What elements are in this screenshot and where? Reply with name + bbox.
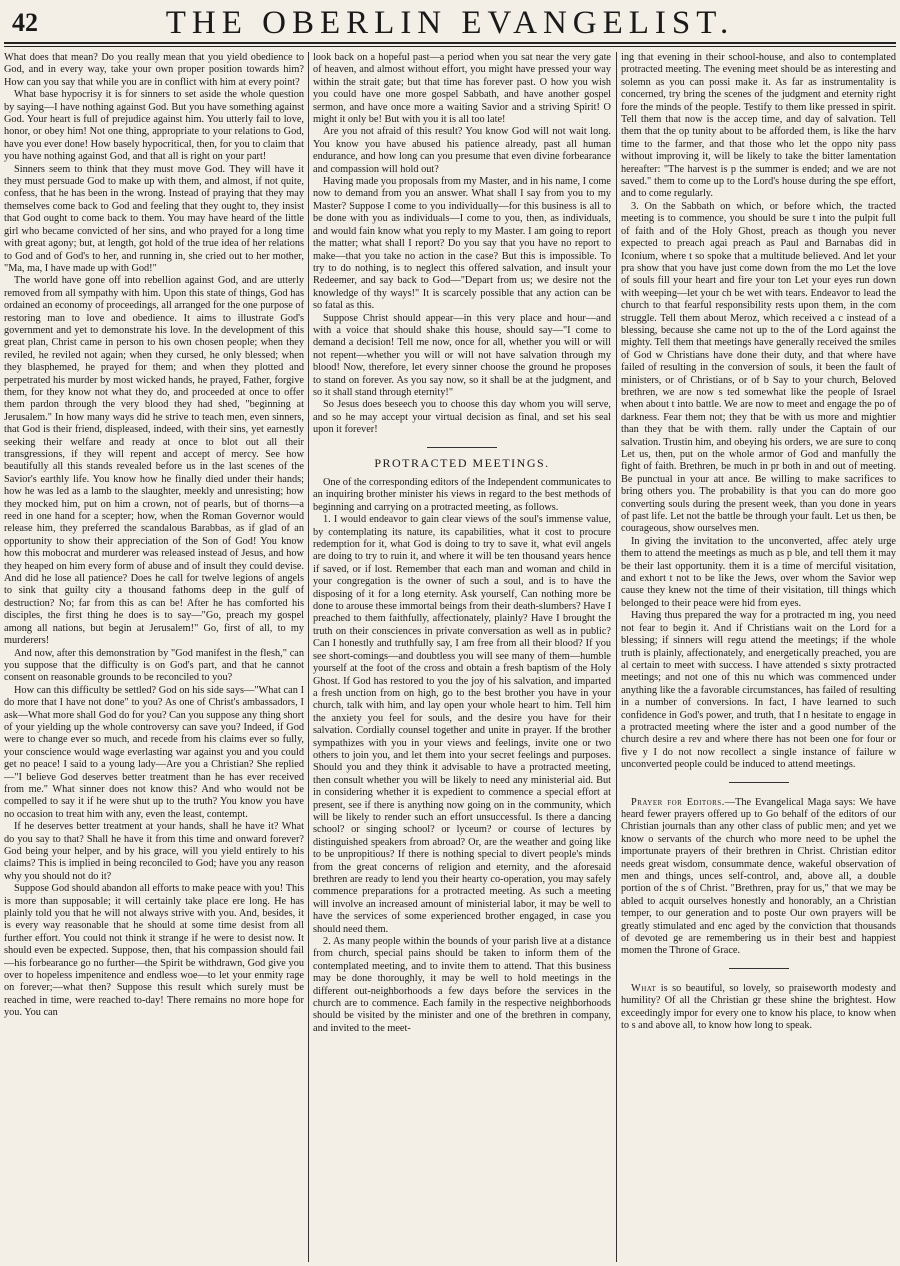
paragraph: Suppose Christ should appear—in this very place and hour—and with a voice that should shake this house, should say—"I come to demand a decision! Tell me now, once for all, whether you will or will not repent—whether you will or will not have salvation through my blood! Now, therefore, let every sinner choose the ground he proposes to stand on forever. As you say now, so it shall be at the judgment, and so it shall stand through eternity!" xyxy=(313,312,611,398)
paragraph: 2. As many people within the bounds of your parish live at a distance from church, special pains should be taken to inform them of the contemplated meeting, and to invite them to attend. That this business may be done thoroughly, it may be well to hold meetings in the different out-neighborhoods a few days before the services in the church are to commence. Each family in the respective neighborhoods should be visited by the minister and one of the brethren in company, and invited to the meet- xyxy=(313,936,611,1034)
item-lead: Prayer for Editors. xyxy=(631,796,725,808)
item-text: is so beautiful, so lovely, so praiseworth modesty and humility? Of all the Christian gr these shine the brightest. How exceedingly impor for every one to know his place, to know when to s and above all, to know how long to speak. xyxy=(621,982,896,1032)
section-divider xyxy=(729,782,789,783)
paragraph: What does that mean? Do you really mean that you yield obedience to God, and in every way, take your own proper position towards him? How can you say that while you are in conflict with him at every point? xyxy=(4,52,304,88)
paragraph: Having thus prepared the way for a protracted m ing, you need not fear to begin it. And if Christians wait on the Lord for a blessing; if sinners will regu attend the meetings; if the whole truth is plainly, affectionately, and energetically preached, you are al certain to meet with success. I have attended s sixty protracted meetings; and not one of this nu which was commenced under anything like the a favorable circumstances, has failed of resulting in a number of conversions. In fact, I have learned to such confidence in God's power, and truth, that I n hesitate to engage in a protracted meeting where the ister and a good number of the church desire a rev and where there has not been one for four or five y I do not now recollect a single instance of failure w unconverted people could be induced to attend meetings. xyxy=(621,610,896,771)
paragraph: Having made you proposals from my Master, and in his name, I come now to demand from you an answer. What shall I say from you to my Master? Suppose I come to you individually—for this business is all to be done with you as individuals—I come to you, then, as individuals, and would fain know what you reply to my Master. I am going to report the matter; what shall I report? Do you say that you have no report to make—that you take no action in the case? But this is impossible. To try to do nothing, is to neglect this offered salvation, and insult your Redeemer, and say back to God—"Depart from us; we desire not the knowledge of thy ways!" It is scarcely possible that any action can be so fatal as this. xyxy=(313,176,611,312)
paragraph: If he deserves better treatment at your hands, shall he have it? What do you say to that? Shall he have it from this time and onward forever? God being your helper, and by his grace, will you yield entirely to his claims? This is implied in being reconciled to God; have you any reason why you should not do it? xyxy=(4,821,304,882)
header-rule xyxy=(4,46,896,47)
paragraph: look back on a hopeful past—a period when you sat near the very gate of heaven, and almost without effort, you might have pressed your way within the strait gate; but that time has forever past. O how you wish you could have one more gospel Sabbath, and have another gospel sermon, and have once more a waiting Savior and a striving Spirit! O might it only be! But with you it is all too late! xyxy=(313,52,611,126)
paragraph: What base hypocrisy it is for sinners to set aside the whole question by saying—I have nothing against God. But you have something against God. Your heart is full of prejudice against him. You utterly fail to love, honor, or obey him! Not one thing, appropriate to your relations to God, have you ever done! How basely hypocritical, then, for you to claim that you have nothing against God, and that all is right on your part! xyxy=(4,89,304,163)
section-divider xyxy=(427,447,497,448)
paragraph: One of the corresponding editors of the Independent communicates to an inquiring brother minister his views in regard to the best methods of beginning and carrying on a protracted meeting, as follows. xyxy=(313,477,611,513)
article-columns xyxy=(4,52,896,1266)
paragraph xyxy=(621,983,896,1033)
paragraph: Suppose God should abandon all efforts to make peace with you! This is more than supposable; it will certainly take place ere long. He has plainly told you that he will not always strive with you. And, besides, it is every way reasonable that he should at some time desist from all further effort. You could not think it strange if he were to desist now. It should even be expected. Suppose, then, that his compassion should fail—his forbearance go no further—the Spirit be withdrawn, God give you over to hopeless impenitence and endless woe—to let your enmity rage on forever;—what then? Suppose this result which surely must be reached in time, were reached to-day! There remains no more hope for you. You can xyxy=(4,883,304,1019)
paragraph: Sinners seem to think that they must move God. They will have it they must persuade God to make up with them, and almost, if not quite, confess, that he has been in the wrong. Instead of praying that they may themselves come back to God and feeling that they ought to, they insist that God ought to come back to them. You may have heard of the little girl who became convicted of her sins, and who prayed for a long time with great agony; but, at length, got hold of the true idea of her relations to God and of God's to her, and running in, she cried out to her mother, "Ma, ma, I have made up with God!" xyxy=(4,163,304,274)
item-lead: What xyxy=(631,982,657,994)
paragraph: 1. I would endeavor to gain clear views of the soul's immense value, by contemplating its nature, its capabilities, what it cost to procure redemption for it, what God is doing to try to save it, what evil angels are doing to try to ruin it, and where it will be ten thousand years hence if saved, or if lost. Remember that each man and woman and child in your congregation is the owner of such a soul, and is to have the disposing of it for a long eternity. Ask yourself, Can nothing more be done to arouse these immortal beings from their death-slumbers? Have I preached to them faithfully, affectionately, plainly? Have I brought the truth on their consciences in private conversation as well as in public? Can I honestly and truthfully say, I am free from all their blood? If you see short-comings—and doubtless you will see many of them—humble yourself at the foot of the cross and obtain a fresh baptism of the Holy Ghost. If God has restored to you the joy of his salvation, and imparted a fresh unction from on high, go to the best brother you have in your church, talk with him, and lay open your whole heart to him. Tell him the anxiety you feel for souls, and the desire you have for their salvation. Cordially counsel together and unite in prayer. If the brother sympathizes with you in your views and feelings, invite one or two others to join you, and let them into your secret feelings and purposes. Should you and they think it advisable to have a protracted meeting, then consult whether you will be likely to need any ministerial aid. But in considering whether it is expedient to commence a special effort at present, see if there is anything now going on in the community, which will be likely to render such an effort unsuccessful. Is there a dancing school? or singing school? or lyceum? or course of lectures by distinguished speakers from abroad? Or, are the weather and going like to be unpropitious? If there is nothing special to divert people's minds from the great concerns of religion and eternity, and the aforesaid brethren are ready to lend you their hearty co-operation, you may safely commence preparations for a protracted meeting. As such a meeting will involve an increased amount of ministerial labor, it may be well to have the services of some experienced brother engaged, in case you should need them. xyxy=(313,514,611,935)
masthead xyxy=(4,0,896,44)
paragraph: And now, after this demonstration by "God manifest in the flesh," can you suppose that the difficulty is on God's part, and that he cannot consent on reasonable grounds to be reconciled to you? xyxy=(4,647,304,684)
paragraph: How can this difficulty be settled? God on his side says—"What can I do more that I have not done" to you? As one of Christ's ambassadors, I ask—What more shall God do for you? Can you suppose any thing short of your yielding up the whole controversy can save you? Indeed, if God were to change ever so much, and recede from his claims ever so fully, your conscience would wage everlasting war against you and you could get no peace! I said to a young lady—Are you a Christian? She replied—"I believe God deserves better treatment than he has ever received from me." What sinner does not know this? And who would not be compelled to say it if he were shut up to the truth? You know you have no occasion to treat him with any, even the least, contempt. xyxy=(4,684,304,820)
column-rule xyxy=(616,52,617,1262)
section-divider xyxy=(729,968,789,969)
item-text: —The Evangelical Maga says: We have heard fewer prayers offered up to Go behalf of the editors of our Christian journals than any other class of public men; and yet we know o servants of the church who more need to be uphel the importunate prayers of their brethren in Christ. Christian editor needs great wisdom, consummate dence, wakeful observation of men and things, unces self-control, and, above all, a double portion of the s of Christ. "Brethren, pray for us," that we may be abled to acquit ourselves honestly and honorably, an a Christian temper, to our generation and to poste Our own prayers will be greatly stimulated and enc aged by the conviction that thousands of devoted ge are remembering us in their best and happiest momen the Throne of Grace. xyxy=(621,796,896,957)
column-1 xyxy=(4,52,304,1266)
column-rule xyxy=(308,52,309,1262)
column-2 xyxy=(313,52,611,1266)
section-heading: PROTRACTED MEETINGS. xyxy=(374,455,550,470)
paragraph xyxy=(621,797,896,958)
paragraph: In giving the invitation to the unconverted, affec ately urge them to attend the meetings as much as p ble, and tell them it may be their last opportunity. them it is a time of merciful visitation, and exhort t not to be like the Jews, over whom the Savior wep cause they knew not the time of their visitation, till things which belonged to their peace were hid from eyes. xyxy=(621,535,896,609)
column-3 xyxy=(621,52,896,1266)
paragraph: The world have gone off into rebellion against God, and are utterly removed from all sympathy with him. Upon this state of things, God has ordained an economy of proceedings, all arranged for the one purpose of restoring man to love and obedience. It aims to illustrate God's government and yet to demonstrate his love. In the development of this great plan, Christ came in person to his own chosen people; when they reviled, he reviled not again; when they cursed, he only blessed; when they blasphemed, he prayed for them; and when they plotted and perpetrated his murder by most wicked hands, he prayed, Father, forgive them, for they know not what they do, and proceeded at once to offer them pardon through the very blood they had shed, "beginning at Jerusalem." In how many ways did he strive to teach men, even sinners, that God is their friend, displeased, indeed, with their sins, yet earnestly seeking their welfare and ready at once to blot out all their transgressions, if they will repent and accept of mercy. See how beautifully all this stands revealed before us in the last scenes of the Savior's earthly life. You know how he finally died under their hands; how he was led as a lamb to the slaughter, meekly and unresisting; how they mocked him, put on him a crown, not of pearls, but of thorns—a reed in one hand for a scepter; how, when the Roman Governor would release him, they preferred the scandalous Barabbas, as if glad of an opportunity to show their appreciation of the Son of God! You know how this mobocrat and murderer was released instead of Jesus, and how they heaped on him every form of abuse and of insult they could devise. And did he lose all patience? Does he call for twelve legions of angels to sink that guilty city a thousand fathoms deep in the gulf of destruction? No; far from this as can be! After he has comforted his disciples, the first thing he does is to say—"Go, preach my gospel among all nations, but begin at Jerusalem!" Go, first of all, to my murderers! xyxy=(4,275,304,647)
page-number: 42 xyxy=(12,8,38,37)
paragraph: 3. On the Sabbath on which, or before which, the tracted meeting is to commence, you should be sure t into the pulpit full of faith and of the Holy Ghost, preach as though you never expected to preach agai preach as Paul and Barnabas did in Iconium, where t so spoke that a multitude believed. And let your pra show that you have just come down from the mo Let the love of souls fill your heart and fire your ton Let your eyes run down with weeping—let your ch be wet with tears. Endeavor to lead the church to that fearful responsibility rests upon them, in the com struggle. Tell them about Meroz, which received a c instead of a blessing, because she came not up to the of the Lord against the mighty. Tell them that meetings have generally received the smiles of God w Christians have done their duty, and that where have failed of resulting in the conversion of souls, it been the fault of ministers, or of Christians, or of b Say to your church, Beloved brethren, we are now s ted somewhat like the people of Israel when about t into battle. We are now to meet and engage the po of darkness. Fear them not; they that be with us more and mightier than they that be with them. rally under the Captain of our salvation. Trustin him, and obeying his orders, we are sure to conq Let us, then, put on the whole armor of God and manfully the fight of faith. Brethren, be much in pr both in and out of meeting. Be punctual in your att ance. Be willing to make sacrifices to bring others you. The probability is that you can do more goo converting souls during the present week, than you done in years of past life. Let not the battle be through your fault. Let us then, be courageous, show ourselves men. xyxy=(621,200,896,535)
page-title: THE OBERLIN EVANGELIST. xyxy=(165,5,735,41)
paragraph: Are you not afraid of this result? You know God will not wait long. You know you have abused his patience already, past all human endurance, and how long can you presume that even divine forbearance and compassion will hold out? xyxy=(313,126,611,175)
paragraph: ing that evening in their school-house, and also to contemplated protracted meeting. The evening meet should be as interesting and solemn as you can possi make it. As far as instrumentality is concerned, try bring the scenes of the judgment and eternity right fore the minds of the people. Testify to them like pressed in spirit. Tell them that now is the accep time, and day of salvation. Tell them that the op tunity about to be afforded them, is like the harv time to the farmer, and that those who let the oppo nity pass without improving it, will be likely to take the bitter lamentation hereafter: "The harvest is p the summer is ended; and we are not saved." them to come up to the Lord's house during the spe effort, and to come regularly. xyxy=(621,52,896,200)
paragraph: So Jesus does beseech you to choose this day whom you will serve, and so he may accept your virtual decision as final, and set his seal upon it forever! xyxy=(313,399,611,436)
